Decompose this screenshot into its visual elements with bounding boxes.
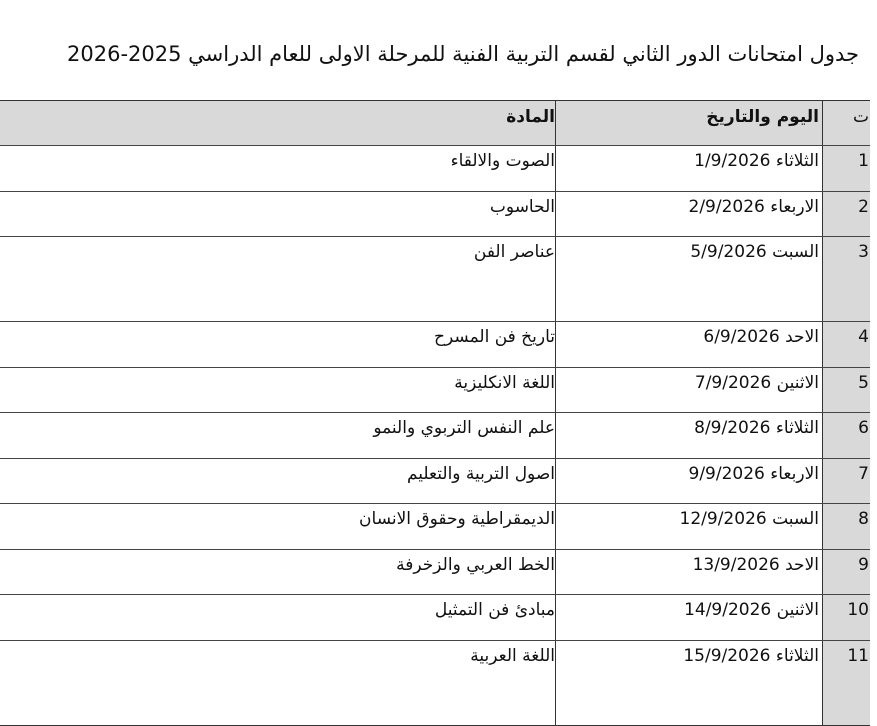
table-header-row: [0, 101, 870, 146]
row-number: 9: [822, 550, 870, 595]
row-date: الاربعاء 9/9/2026: [555, 459, 822, 504]
row-subject: علم النفس التربوي والنمو: [373, 418, 555, 438]
table-row: [0, 237, 870, 322]
row-date: الثلاثاء 15/9/2026: [555, 641, 822, 725]
row-date: الاحد 6/9/2026: [555, 322, 822, 367]
row-subject: اللغة الانكليزية: [454, 372, 555, 393]
table-row: [0, 192, 870, 238]
row-date: السبت 5/9/2026: [555, 237, 822, 321]
row-date: الاثنين 7/9/2026: [555, 368, 822, 413]
table-row: [0, 504, 870, 550]
row-number: 5: [822, 368, 870, 413]
table-row: [0, 146, 870, 192]
row-number: 3: [822, 237, 870, 321]
table-row: [0, 322, 870, 368]
row-date: الاثنين 14/9/2026: [555, 595, 822, 640]
row-date: الثلاثاء 8/9/2026: [555, 413, 822, 458]
row-subject: اللغة العربية: [470, 645, 555, 666]
exam-schedule-table: [0, 100, 870, 726]
row-number: 4: [822, 322, 870, 367]
header-number: ت: [822, 101, 870, 145]
row-number: 6: [822, 413, 870, 458]
table-row: [0, 550, 870, 596]
row-number: 11: [822, 641, 870, 725]
row-subject: اصول التربية والتعليم: [406, 463, 555, 484]
page-title: جدول امتحانات الدور الثاني لقسم التربية الفنية للمرحلة الاولى للعام الدراسي 2025-2026: [66, 42, 859, 66]
header-subject: المادة: [506, 107, 555, 127]
header-date: اليوم والتاريخ: [555, 101, 822, 145]
row-subject: الخط العربي والزخرفة: [396, 554, 555, 575]
table-row: [0, 595, 870, 641]
row-subject: الحاسوب: [489, 196, 555, 217]
row-subject: مبادئ فن التمثيل: [434, 600, 555, 620]
table-row: [0, 368, 870, 414]
row-number: 8: [822, 504, 870, 549]
row-date: الاربعاء 2/9/2026: [555, 192, 822, 237]
table-row: [0, 641, 870, 725]
table-row: [0, 459, 870, 505]
row-number: 7: [822, 459, 870, 504]
row-number: 10: [822, 595, 870, 640]
row-number: 1: [822, 146, 870, 191]
row-date: السبت 12/9/2026: [555, 504, 822, 549]
row-subject: عناصر الفن: [473, 242, 555, 262]
row-subject: تاريخ فن المسرح: [434, 327, 555, 347]
row-date: الثلاثاء 1/9/2026: [555, 146, 822, 191]
row-number: 2: [822, 192, 870, 237]
table-row: [0, 413, 870, 459]
row-subject: الديمقراطية وحقوق الانسان: [359, 509, 555, 529]
row-subject: الصوت والالقاء: [450, 151, 555, 171]
row-date: الاحد 13/9/2026: [555, 550, 822, 595]
